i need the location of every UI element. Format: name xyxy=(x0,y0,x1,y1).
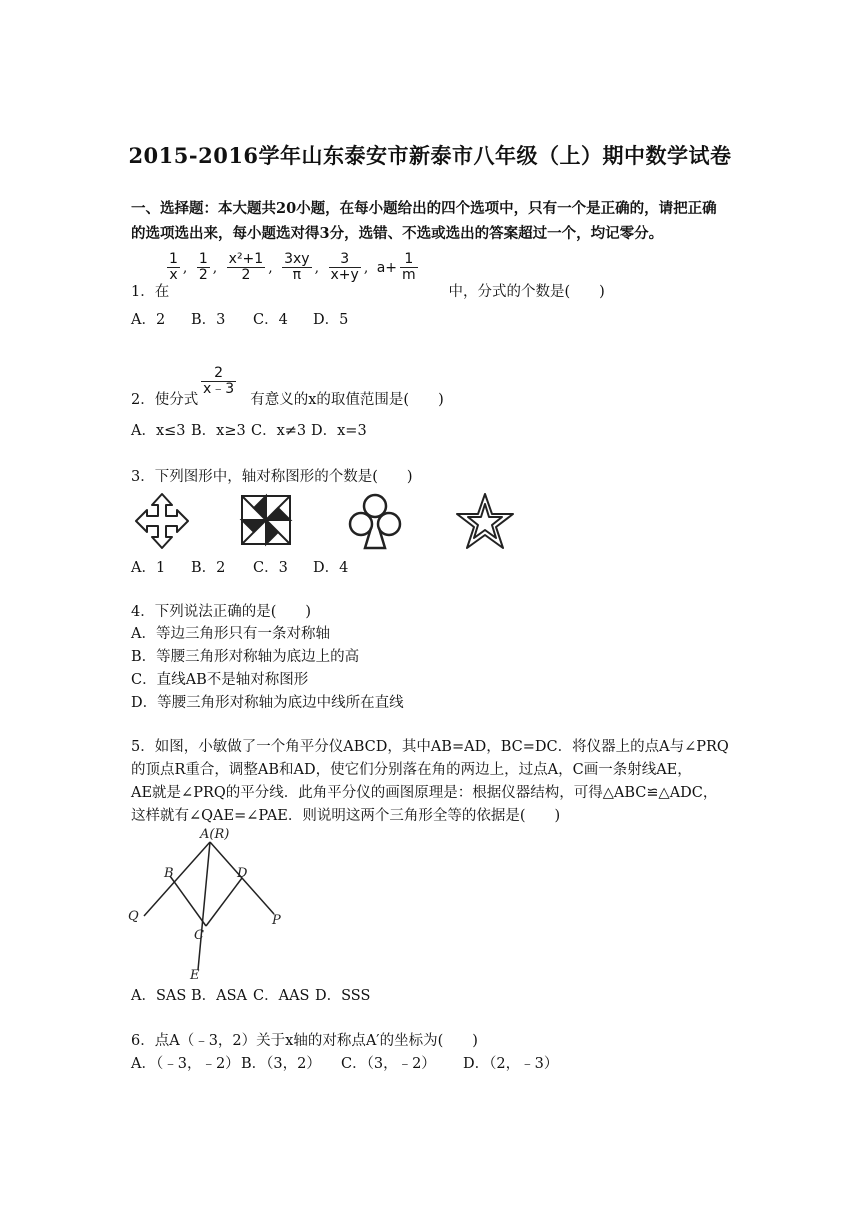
q4-option-b[interactable]: B．等腰三角形对称轴为底边上的高 xyxy=(131,649,360,665)
q5-line: 5．如图，小敏做了一个角平分仪ABCD，其中AB=AD，BC=DC．将仪器上的点A与∠PRQ xyxy=(131,739,729,755)
q5-geometry-figure xyxy=(124,824,294,984)
q1-option-a[interactable]: A．2 xyxy=(131,312,166,328)
q1-fractions: $\frac{1}{x}$ , $\frac{1}{2}$ , $\frac{\text{x²+1}}{2}$ , $\frac{3xy}{\pi}$ , $\frac{3}{x+y}$ , a+ $\frac{1}{m}$ xyxy=(169,251,416,283)
q3-figures xyxy=(130,490,520,552)
q5-option-c[interactable]: C．AAS xyxy=(253,988,310,1004)
q1-option-c[interactable]: C．4 xyxy=(253,312,288,328)
q1-fraction: $\frac{3}{x+y}$ xyxy=(330,251,359,283)
q5-option-a[interactable]: A．SAS xyxy=(131,988,187,1004)
q1-last-term-prefix: a+ xyxy=(376,259,398,276)
q1-fraction: $\frac{3xy}{\pi}$ xyxy=(284,251,310,283)
club-icon xyxy=(350,495,400,548)
label-d: D xyxy=(237,866,248,881)
q1-option-d[interactable]: D．5 xyxy=(313,312,349,328)
arrow-cross-icon xyxy=(136,494,188,548)
q5-line: 这样就有∠QAE=∠PAE．则说明这两个三角形全等的依据是( ) xyxy=(131,808,561,824)
q1-option-b[interactable]: B．3 xyxy=(191,312,226,328)
q6-stem: 6．点A（﹣3，2）关于x轴的对称点A′的坐标为( ) xyxy=(131,1033,478,1049)
label-b: B xyxy=(164,866,174,881)
q2-fraction: $\frac{2}{x﹣3}$ xyxy=(203,365,235,397)
q2-option-d[interactable]: D．x=3 xyxy=(311,423,367,439)
q1-suffix: 中，分式的个数是( ) xyxy=(448,284,605,300)
q2-option-a[interactable]: A．x≤3 xyxy=(131,423,186,439)
q1-fraction: $\frac{1}{2}$ xyxy=(198,251,208,283)
page-title: 2015-2016学年山东泰安市新泰市八年级（上）期中数学试卷 xyxy=(128,143,732,168)
q1-fraction: $\frac{1}{x}$ xyxy=(169,251,178,283)
q5-options xyxy=(131,984,370,1008)
q1-stem xyxy=(131,280,605,304)
q2-prefix: 2．使分式 xyxy=(131,392,199,408)
pinwheel-icon xyxy=(242,496,290,544)
q5-option-d[interactable]: D．SSS xyxy=(315,988,371,1004)
q5-line: 的顶点R重合，调整AB和AD，使它们分别落在角的两边上，过点A，C画一条射线AE， xyxy=(131,762,692,778)
q3-options xyxy=(131,556,348,580)
q1-prefix: 1．在 xyxy=(131,284,170,300)
q2-option-b[interactable]: B．x≥3 xyxy=(191,423,246,439)
section-heading: 一、选择题：本大题共20小题，在每小题给出的四个选项中，只有一个是正确的，请把正确的选项选出来，每小题选对得3分，选错、不选或选出的答案超过一个，均记零分。 xyxy=(131,200,717,242)
q5-line: AE就是∠PRQ的平分线．此角平分仪的画图原理是：根据仪器结构，可得△ABC≌△ADC， xyxy=(131,785,718,801)
q5-option-b[interactable]: B．ASA xyxy=(191,988,248,1004)
q2-stem xyxy=(131,388,444,412)
q3-option-d[interactable]: D．4 xyxy=(313,560,349,576)
q6-option-b[interactable]: B．（3，2） xyxy=(241,1056,321,1072)
q1-fraction: $\frac{\text{x²+1}}{2}$ xyxy=(228,251,264,283)
star-icon xyxy=(457,494,513,548)
q3-option-b[interactable]: B．2 xyxy=(191,560,226,576)
q4-option-c[interactable]: C．直线AB不是轴对称图形 xyxy=(131,672,309,688)
q6-option-a[interactable]: A．（﹣3，﹣2） xyxy=(131,1056,240,1072)
q1-options xyxy=(131,308,348,332)
q6-option-d[interactable]: D．（2，﹣3） xyxy=(463,1056,559,1072)
label-q: Q xyxy=(128,909,139,924)
q4-stem: 4．下列说法正确的是( ) xyxy=(131,604,312,620)
q4-option-a[interactable]: A．等边三角形只有一条对称轴 xyxy=(131,626,330,642)
label-a: A(R) xyxy=(200,827,230,842)
q3-option-a[interactable]: A．1 xyxy=(131,560,166,576)
q1-fraction: $\frac{1}{m}$ xyxy=(402,251,416,283)
q3-option-c[interactable]: C．3 xyxy=(253,560,288,576)
q2-suffix: 有意义的x的取值范围是( ) xyxy=(250,392,444,408)
q6-options xyxy=(131,1052,558,1076)
q4-option-d[interactable]: D．等腰三角形对称轴为底边中线所在直线 xyxy=(131,695,404,711)
q6-option-c[interactable]: C．（3，﹣2） xyxy=(341,1056,436,1072)
q2-option-c[interactable]: C．x≠3 xyxy=(251,423,307,439)
label-e: E xyxy=(190,968,200,983)
q3-stem: 3．下列图形中，轴对称图形的个数是( ) xyxy=(131,469,413,485)
label-c: C xyxy=(194,928,204,943)
label-p: P xyxy=(272,913,281,928)
q2-options xyxy=(131,419,367,443)
